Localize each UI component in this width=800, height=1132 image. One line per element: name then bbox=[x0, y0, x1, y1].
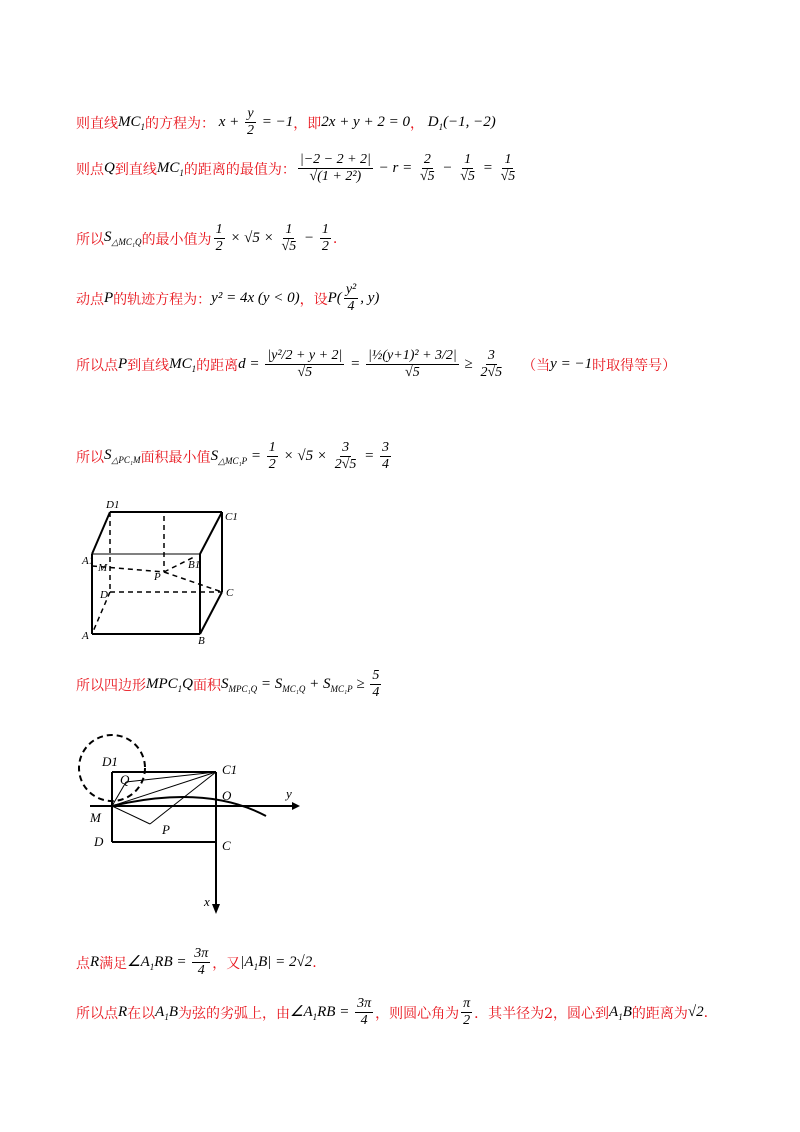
formula: 2x + y + 2 = 0 bbox=[321, 114, 410, 130]
label-m: M bbox=[90, 810, 101, 825]
text: 到直线 bbox=[127, 357, 170, 374]
label-c: C bbox=[222, 838, 231, 853]
label-c1: C1 bbox=[225, 511, 238, 523]
formula: $D_1(-1$, −2) bbox=[423, 113, 496, 132]
text: ，又 bbox=[212, 955, 241, 972]
text: ，则圆心角为 bbox=[375, 1005, 460, 1022]
label-x: x bbox=[204, 894, 210, 909]
text: 所以 bbox=[76, 449, 104, 466]
text: ．其半径为2，圆心到 bbox=[474, 1005, 610, 1022]
text: 的距离的最值为： bbox=[183, 161, 296, 178]
plane-diagram bbox=[76, 734, 306, 918]
text-line-4 bbox=[76, 282, 379, 315]
label-y: y bbox=[286, 786, 292, 801]
label-c1: C1 bbox=[222, 762, 238, 777]
formula: Q bbox=[104, 160, 115, 176]
label-d1: D1 bbox=[102, 754, 118, 769]
formula: R bbox=[118, 1004, 128, 1020]
text: 所以 bbox=[76, 231, 104, 248]
formula: $MC_1$ bbox=[118, 113, 145, 132]
text: 的最小值为 bbox=[141, 231, 212, 248]
label-a: A bbox=[82, 630, 89, 642]
formula: $S_{\triangle MC_1Q}$ bbox=[104, 229, 142, 247]
formula: P( $\frac{\text{y²}}{4}$ , y) bbox=[327, 282, 380, 314]
formula: $S_{\triangle MC_1P}$ = $\frac{1}{2}$ × √5 × $\frac{3}{2√5}$ = $\frac{3}{4}$ bbox=[210, 440, 390, 472]
formula: $MPC_1Q$ bbox=[146, 675, 194, 694]
label-d: D bbox=[100, 589, 108, 601]
text: ， bbox=[409, 115, 424, 132]
text: 所以四边形 bbox=[76, 677, 146, 694]
formula: $\frac{1}{2}$ × √5 × $\frac{1}{√5}$ − $\frac{1}{2}$ bbox=[215, 222, 329, 254]
formula: $\frac{|-2 - 2 + 2|}{\text{√(1 + 2²)}}$ − r = $\frac{2}{√5}$ − $\frac{1}{√5}$ = $\frac{1}{√5}$ bbox=[299, 152, 516, 184]
formula: y = −1 bbox=[550, 356, 593, 372]
text: 则点 bbox=[76, 161, 104, 178]
text: （当 bbox=[522, 357, 551, 374]
formula: x + $\frac{y}{2}$ = −1 bbox=[215, 106, 294, 138]
text: 为弦的劣弧上，由 bbox=[178, 1005, 291, 1022]
formula: $MC_1$ bbox=[169, 355, 197, 374]
label-o: O bbox=[222, 788, 232, 803]
text: 所以点 bbox=[76, 1005, 118, 1022]
formula: R bbox=[90, 954, 100, 970]
formula: $\angle A_1RB$ = $\frac{3\pi}{4}$ bbox=[290, 996, 372, 1028]
text: 在以 bbox=[127, 1005, 156, 1022]
text: . bbox=[332, 230, 338, 247]
text-line-3 bbox=[76, 222, 337, 255]
text: 则直线 bbox=[76, 115, 118, 132]
text-line-7 bbox=[76, 668, 383, 701]
label-d1: D1 bbox=[106, 499, 120, 511]
formula: √2 bbox=[687, 1004, 704, 1020]
label-q: Q bbox=[120, 772, 130, 787]
text: 点 bbox=[76, 955, 90, 972]
label-p: P bbox=[154, 571, 161, 583]
label-b1: B1 bbox=[188, 559, 201, 571]
text: 到直线 bbox=[114, 161, 157, 178]
text-line-2 bbox=[76, 152, 519, 185]
text-line-8 bbox=[76, 946, 317, 979]
text: . bbox=[703, 1004, 709, 1021]
text-line-1 bbox=[76, 106, 496, 139]
formula: y² = 4x (y < 0) bbox=[211, 290, 300, 306]
text: 的方程为： bbox=[145, 115, 215, 132]
formula: $\angle A_1RB$ = $\frac{3\pi}{4}$ bbox=[127, 946, 209, 978]
formula: $|A_1B| = 2√2$ bbox=[240, 953, 313, 972]
formula: P bbox=[104, 290, 114, 306]
text: 满足 bbox=[99, 955, 128, 972]
formula: $S_{\triangle PC_1M}$ bbox=[104, 447, 141, 465]
text: 面积最小值 bbox=[140, 449, 211, 466]
text: ，即 bbox=[293, 115, 322, 132]
formula: $\frac{\pi}{2}$ bbox=[463, 996, 471, 1028]
text: 动点 bbox=[76, 291, 104, 308]
label-p: P bbox=[162, 822, 170, 837]
label-m: M bbox=[98, 562, 108, 574]
label-d: D bbox=[94, 834, 104, 849]
text-line-5 bbox=[76, 348, 676, 381]
text: 所以点 bbox=[76, 357, 118, 374]
text: 的距离 bbox=[196, 357, 239, 374]
text: 时取得等号） bbox=[592, 357, 677, 374]
text: 的轨迹方程为： bbox=[113, 291, 212, 308]
text: 的距离为 bbox=[631, 1005, 688, 1022]
label-b: B bbox=[198, 635, 205, 646]
formula: $A_1B$ bbox=[155, 1003, 179, 1022]
text: 面积 bbox=[193, 677, 222, 694]
formula: $A_1B$ bbox=[609, 1003, 632, 1022]
text: ，设 bbox=[299, 291, 328, 308]
formula: $MC_1$ bbox=[156, 159, 184, 178]
label-c: C bbox=[226, 587, 234, 599]
label-a1: A1 bbox=[82, 555, 95, 567]
cube-diagram bbox=[80, 494, 250, 646]
formula: d = $\frac{\text{|y²/2 + y + 2|}}{√5}$ = $\frac{\text{|½(y+1)² + 3/2|}}{√5}$ ≥ $\frac{3}{2√5}$ bbox=[238, 348, 503, 380]
text-line-6 bbox=[76, 440, 393, 473]
formula: P bbox=[118, 356, 128, 372]
formula: $S_{MPC_1Q} = S_{MC_1Q} + S_{MC_1P}$ ≥ $\frac{5}{4}$ bbox=[221, 668, 380, 700]
text-line-9 bbox=[76, 996, 708, 1029]
text: . bbox=[312, 954, 317, 971]
